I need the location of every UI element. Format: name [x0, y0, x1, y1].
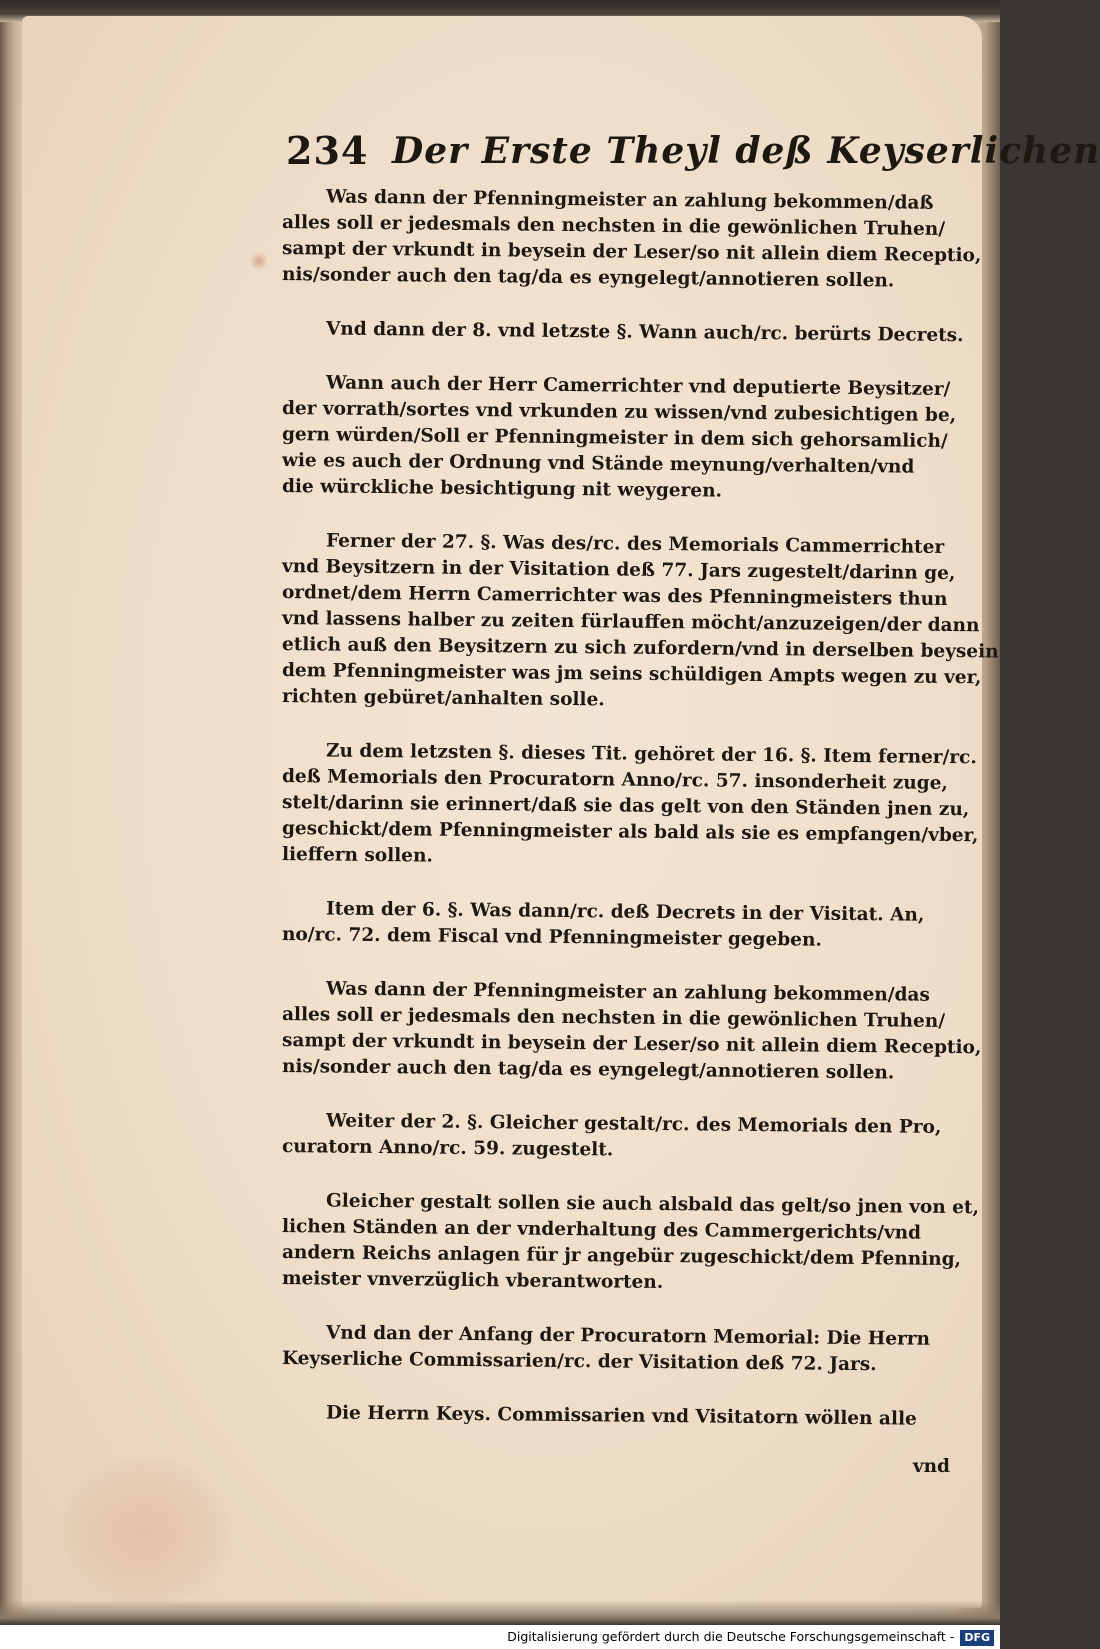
paragraph	[281, 738, 979, 868]
paragraph	[281, 370, 957, 502]
paragraph	[281, 1188, 980, 1293]
paragraph	[282, 1108, 954, 1160]
paragraph	[281, 184, 982, 292]
text-line: die würckliche besichtigung nit weygeren.	[281, 476, 723, 502]
paragraph	[281, 976, 982, 1084]
text-line: sampt der vrkundt in beysein der Leser/so nit allein diem Receptio,	[281, 238, 982, 267]
dfg-logo: DFG	[960, 1630, 994, 1646]
text-line: Ferner der 27. §. Was des/rc. des Memorials Cammerrichter	[325, 530, 945, 558]
text-line: gern würden/Soll er Pfenningmeister in dem sich gehorsamlich/	[281, 424, 948, 452]
text-line: dem Pfenningmeister was jm seins schüldigen Ampts wegen zu ver,	[281, 660, 982, 689]
text-line: vnd Beysitzern in der Visitation deß 77. Jars zugestelt/darinn ge,	[281, 556, 956, 585]
text-line: Item der 6. §. Was dann/rc. deß Decrets in der Visitat. An,	[325, 898, 925, 926]
text-line: etlich auß den Beysitzern zu sich zufordern/vnd in derselben beysein	[281, 634, 999, 663]
text-line: Vnd dann der 8. vnd letzste §. Wann auch/rc. berürts Decrets.	[325, 318, 964, 347]
text-line: wie es auch der Ordnung vnd Stände meynung/verhalten/vnd	[281, 450, 915, 478]
credit-text: Digitalisierung gefördert durch die Deutsche Forschungsgemeinschaft -	[507, 1629, 955, 1644]
text-line: geschickt/dem Pfenningmeister als bald als sie es empfangen/vber,	[281, 818, 979, 847]
bottom-edge	[0, 1600, 1000, 1625]
digitization-credit	[0, 1625, 1000, 1649]
text-line: Zu dem letzsten §. dieses Tit. gehöret der 16. §. Item ferner/rc.	[325, 740, 977, 769]
text-line: Wann auch der Herr Camerrichter vnd deputierte Beysitzer/	[325, 372, 951, 400]
paragraph	[281, 528, 999, 711]
paragraph	[281, 896, 954, 951]
page-header	[282, 128, 1100, 184]
paragraph	[281, 1320, 954, 1376]
text-line: nis/sonder auch den tag/da es eyngelegt/annotieren sollen.	[281, 1056, 895, 1084]
text-line: curatorn Anno/rc. 59. zugestelt.	[281, 1136, 614, 1161]
body-text	[281, 184, 999, 1430]
text-line: andern Reichs anlagen für jr angebür zugeschickt/dem Pfenning,	[281, 1242, 962, 1271]
text-line: richten gebüret/anhalten solle.	[281, 686, 605, 711]
text-line: nis/sonder auch den tag/da es eyngelegt/annotieren sollen.	[281, 264, 895, 292]
text-line: Die Herrn Keys. Commissarien vnd Visitatorn wöllen alle	[325, 1402, 917, 1430]
text-line: alles soll er jedesmals den nechsten in die gewönlichen Truhen/	[281, 212, 946, 240]
text-line: alles soll er jedesmals den nechsten in die gewönlichen Truhen/	[281, 1004, 946, 1032]
text-line: Weiter der 2. §. Gleicher gestalt/rc. des Memorials den Pro,	[325, 1110, 942, 1138]
text-line: Keyserliche Commissarien/rc. der Visitation deß 72. Jars.	[281, 1348, 877, 1376]
running-head: Der Erste Theyl deß Keyserlichen	[392, 130, 1100, 172]
stain-dot	[250, 252, 268, 270]
catchword: vnd	[912, 1456, 950, 1477]
text-line: sampt der vrkundt in beysein der Leser/so nit allein diem Receptio,	[281, 1030, 982, 1059]
text-line: lieffern sollen.	[281, 844, 433, 867]
text-line: meister vnverzüglich vberantworten.	[281, 1268, 664, 1293]
text-line: ordnet/dem Herrn Camerrichter was des Pfenningmeisters thun	[281, 582, 948, 610]
text-line: lichen Ständen an der vnderhaltung des Cammergerichts/vnd	[281, 1216, 922, 1244]
text-line: Was dann der Pfenningmeister an zahlung bekommen/das	[325, 978, 930, 1006]
stain-mark	[62, 1456, 232, 1606]
text-line: stelt/darinn sie erinnert/daß sie das gelt von den Ständen jnen zu,	[281, 792, 970, 821]
text-line: Vnd dan der Anfang der Procuratorn Memorial: Die Herrn	[325, 1322, 931, 1350]
page-number: 234	[286, 128, 369, 173]
text-line: Gleicher gestalt sollen sie auch alsbald das gelt/so jnen von et,	[325, 1190, 980, 1219]
text-line: no/rc. 72. dem Fiscal vnd Pfenningmeister gegeben.	[281, 924, 823, 951]
text-line: Was dann der Pfenningmeister an zahlung bekommen/daß	[325, 186, 934, 214]
text-line: der vorrath/sortes vnd vrkunden zu wissen/vnd zubesichtigen be,	[281, 398, 957, 427]
text-line: vnd lassens halber zu zeiten fürlauffen möcht/anzuzeigen/der dann	[281, 608, 980, 637]
paragraph	[282, 1400, 954, 1430]
page-text-block	[281, 128, 1100, 1477]
text-line: deß Memorials den Procuratorn Anno/rc. 57. insonderheit zuge,	[281, 766, 949, 794]
paragraph	[282, 316, 964, 347]
